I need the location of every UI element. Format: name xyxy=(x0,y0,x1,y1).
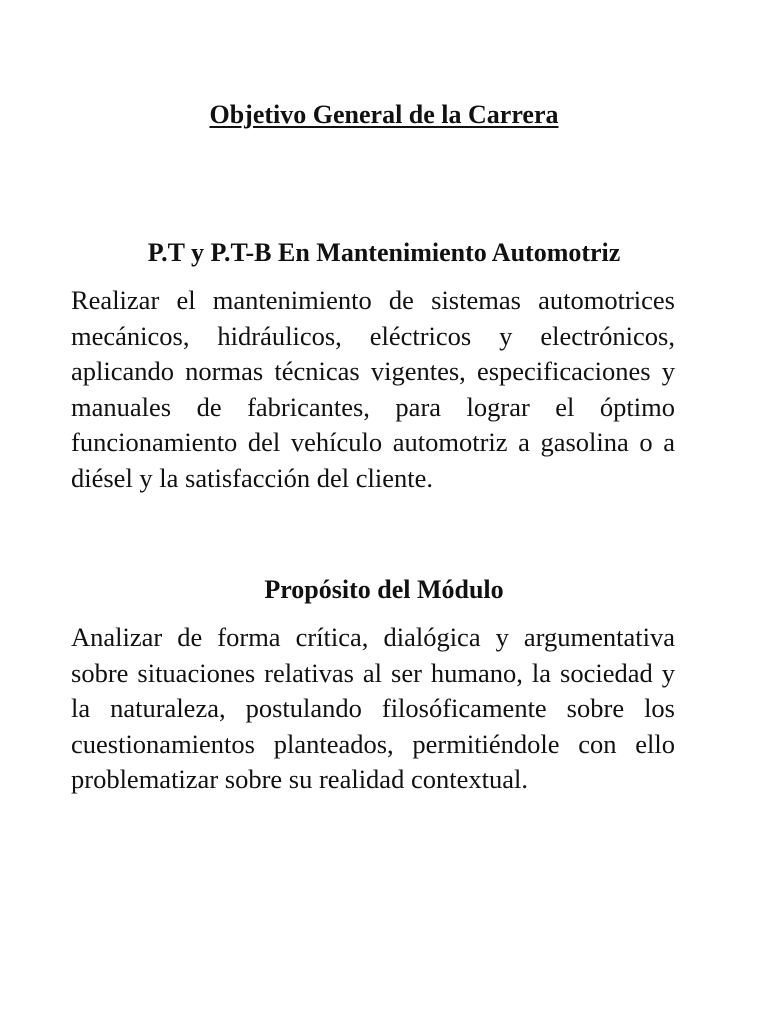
section-body-module: Analizar de forma crítica, dialógica y argumentativa sobre situaciones relativas al ser humano, la sociedad y la naturaleza, postulando filosóficamente sobre los cuestionamientos planteados, permitiéndole con ello problematizar sobre su realidad contextual. xyxy=(71,622,675,794)
section-heading-module: Propósito del Módulo xyxy=(264,575,504,604)
page-title: Objetivo General de la Carrera xyxy=(209,100,559,129)
section-heading-career: P.T y P.T-B En Mantenimiento Automotriz xyxy=(147,238,621,267)
section-body-career: Realizar el mantenimiento de sistemas automotrices mecánicos, hidráulicos, eléctricos y electrónicos, aplicando normas técnicas vigentes, especificaciones y manuales de fabricantes, para lograr el óptimo funcionamiento del vehículo automotriz a gasolina o a diésel y la satisfacción del cliente. xyxy=(71,285,675,493)
